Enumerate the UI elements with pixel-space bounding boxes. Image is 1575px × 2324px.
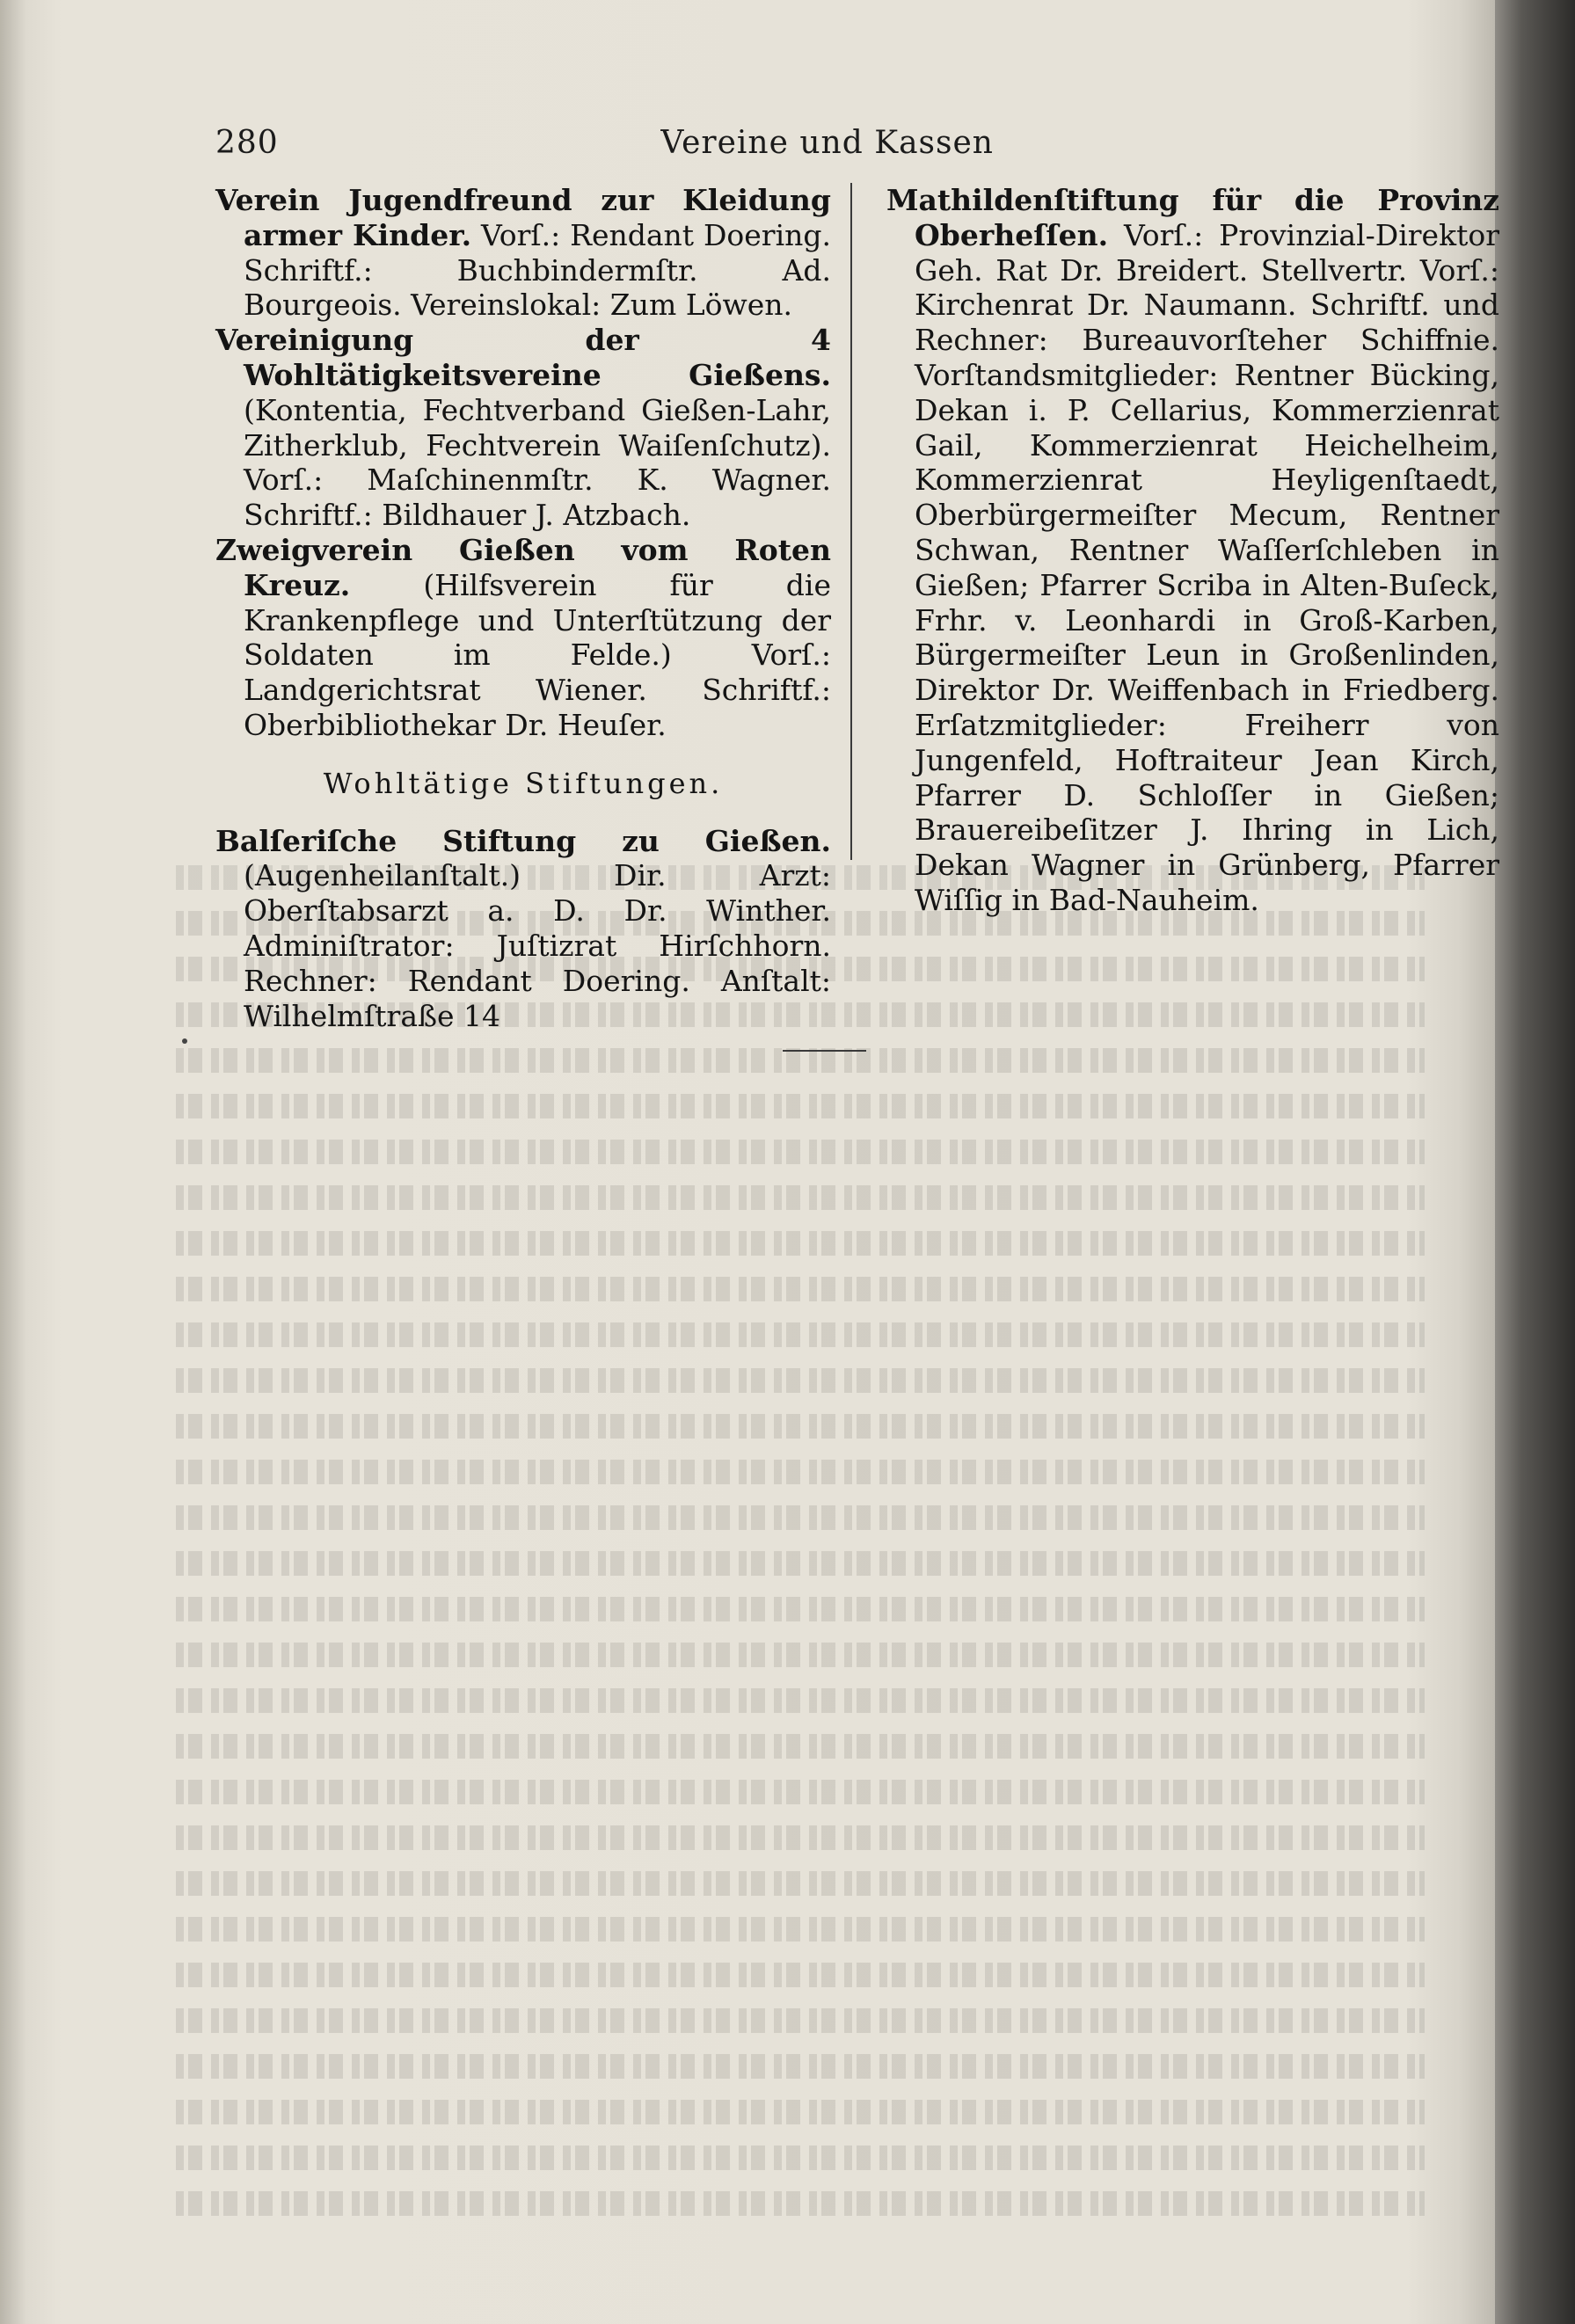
entry — [886, 183, 1499, 918]
left-column — [215, 183, 831, 1033]
page-header — [215, 125, 994, 169]
section-heading: Wohltätige Stiftungen. — [323, 766, 724, 800]
entry-body: Vorſ.: Rendant Doering. Schriftf.: Buchbindermſtr. Ad. Bourgeois. Vereinslokal: Zum Löwen. — [244, 217, 831, 323]
entry-heading: Balſeriſche Stiftung zu Gießen. — [215, 823, 831, 858]
entry-heading: Zweigverein Gießen vom Roten Kreuz. — [215, 532, 831, 602]
entry — [215, 533, 831, 743]
page-edge-shadow — [1495, 0, 1575, 2324]
paper-speck — [182, 1038, 187, 1044]
entry-heading: Verein Jugendfreund zur Kleidung armer Kinder. — [215, 183, 831, 252]
end-rule — [783, 1050, 866, 1052]
entry-body: (Hilfsverein für die Krankenpflege und Unterſtützung der Soldaten im Felde.) Vorſ.: Landgerichtsrat Wiener. Schriftf.: Oberbibliothekar Dr. Heuſer. — [244, 567, 831, 742]
entry-body: (Kontentia, Fechtverband Gießen-Lahr, Zitherklub, Fechtverein Waiſenſchutz). Vorſ.: Maſchinenmſtr. K. Wagner. Schriftf.: Bildhauer J. Atzbach. — [244, 392, 831, 533]
running-title: Vereine und Kassen — [660, 125, 994, 161]
entry-body: Vorſ.: Provinzial-Direktor Geh. Rat Dr. Breidert. Stellvertr. Vorſ.: Kirchenrat Dr. Naumann. Schriftf. und Rechner: Bureauvorſteher Schiffnie. Vorſtandsmitglieder: Rentner Bücking, Dekan i. P. Cellarius, Kommerzienrat Gail, Kommerzienrat Heichelheim, Kommerzienrat Heyligenſtaedt, Oberbürgermeiſter Mecum, Rentner Schwan, Rentner Waſſerſchleben in Gießen; Pfarrer Scriba in Alten-Buſeck, Frhr. v. Leonhardi in Groß-Karben, Bürgermeiſter Leun in Großenlinden, Direktor Dr. Weiffenbach in Friedberg. Erſatzmitglieder: Freiherr von Jungenfeld, Hoftraiteur Jean Kirch, Pfarrer D. Schloſſer in Gießen; Brauereibeſitzer J. Ihring in Lich, Dekan Wagner in Grünberg, Pfarrer Wiſſig in Bad-Nauheim. — [915, 217, 1499, 917]
entry — [215, 183, 831, 323]
entry-heading: Vereinigung der 4 Wohltätigkeitsvereine Gießens. — [215, 323, 831, 392]
page-number: 280 — [215, 125, 279, 161]
entry — [215, 323, 831, 533]
entry-body: (Augenheilanſtalt.) Dir. Arzt: Oberſtabsarzt a. D. Dr. Winther. Adminiſtrator: Juſtizrat Hirſchhorn. Rechner: Rendant Doering. Anſtalt: Wilhelmſtraße 14 — [244, 858, 831, 1033]
column-divider — [850, 183, 852, 860]
entry — [215, 824, 831, 1034]
entry-heading: Mathildenſtiftung für die Provinz Oberheſſen. — [886, 183, 1499, 252]
right-column — [886, 183, 1499, 918]
